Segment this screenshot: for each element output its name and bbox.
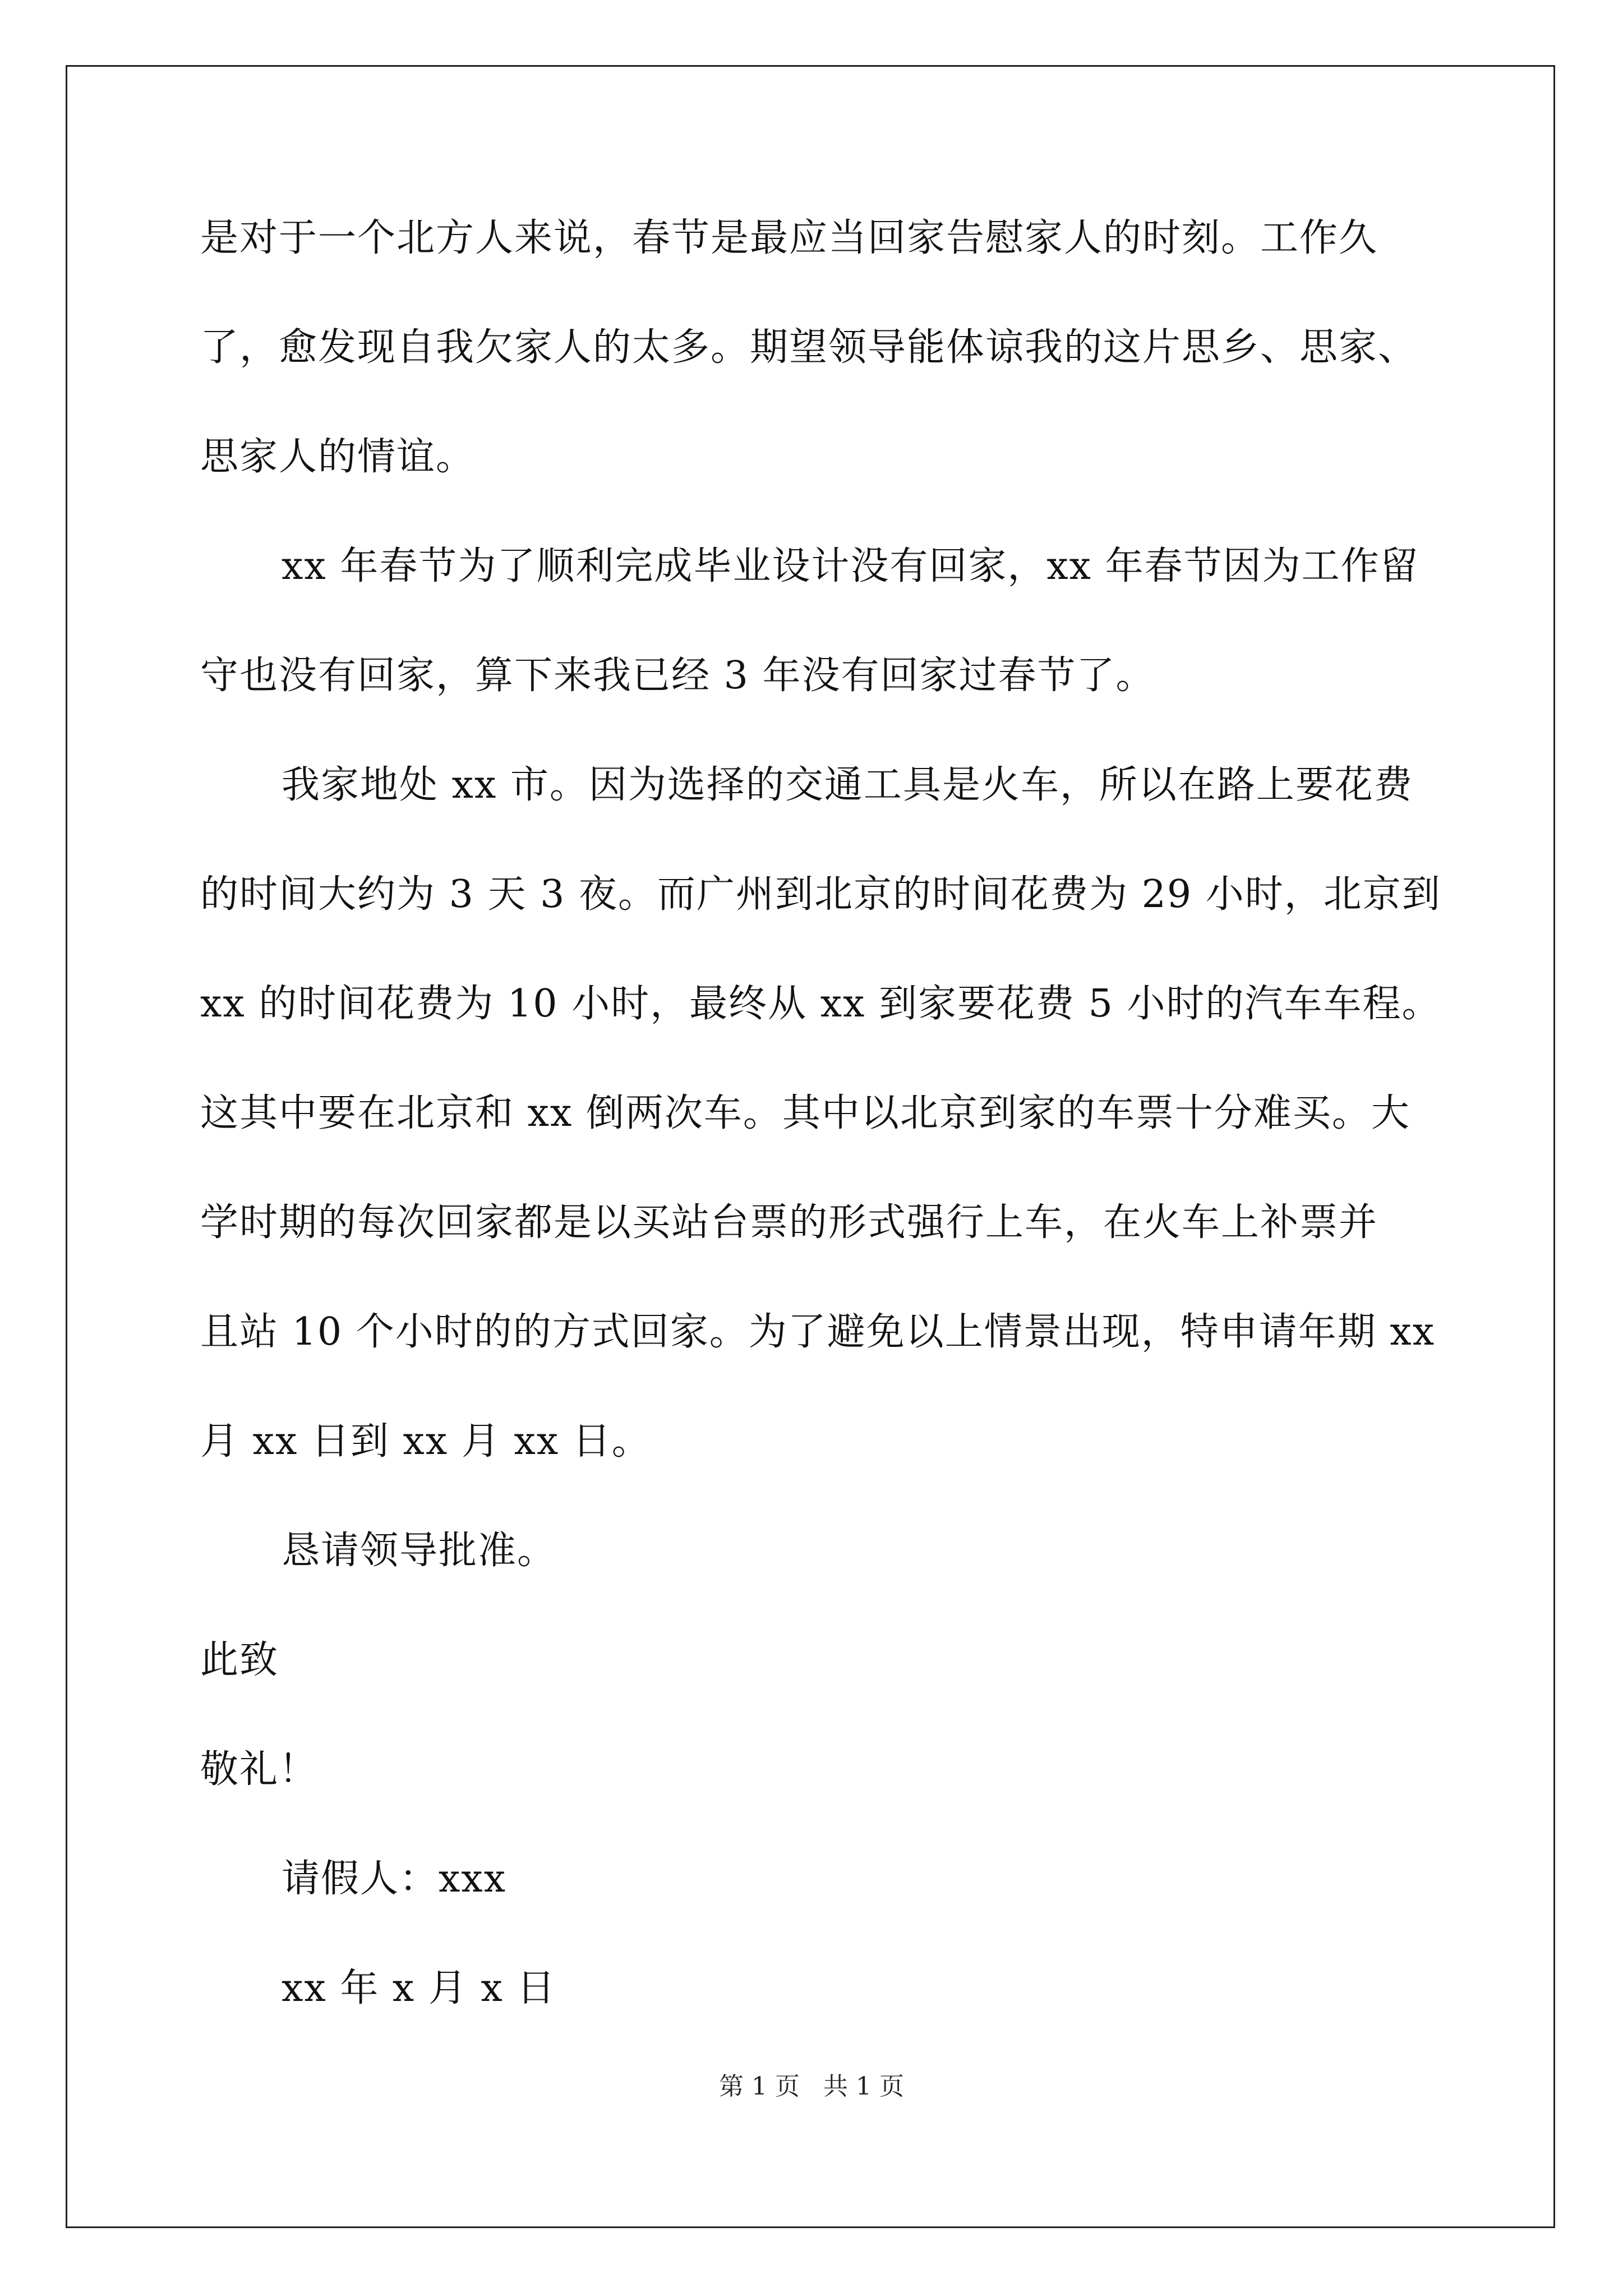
paragraph-line: 月 xx 日到 xx 月 xx 日。 xyxy=(200,1419,651,1464)
paragraph-line: 且站 10 个小时的的方式回家。为了避免以上情景出现，特申请年期 xx xyxy=(200,1310,1436,1354)
applicant-signature: 请假人：xxx xyxy=(282,1857,507,1901)
page-total: 共 1 页 xyxy=(823,2072,904,2101)
paragraph-line: xx 年春节为了顺利完成毕业设计没有回家，xx 年春节因为工作留 xyxy=(282,544,1419,588)
salutation-regards: 敬礼！ xyxy=(200,1747,319,1792)
date-line: xx 年 x 月 x 日 xyxy=(282,1966,556,2010)
salutation: 此致 xyxy=(200,1638,279,1682)
paragraph-line: 的时间大约为 3 天 3 夜。而广州到北京的时间花费为 29 小时，北京到 xyxy=(200,872,1441,917)
page-number: 第 1 页 xyxy=(719,2072,800,2101)
paragraph-line: 思家人的情谊。 xyxy=(200,435,476,479)
page-footer xyxy=(0,2070,1623,2104)
paragraph-line: 了，愈发现自我欠家人的太多。期望领导能体谅我的这片思乡、思家、 xyxy=(200,325,1418,370)
paragraph-line: 这其中要在北京和 xx 倒两次车。其中以北京到家的车票十分难买。大 xyxy=(200,1091,1410,1135)
closing-request: 恳请领导批准。 xyxy=(282,1529,557,1573)
paragraph-line: 我家地处 xx 市。因为选择的交通工具是火车，所以在路上要花费 xyxy=(282,763,1413,807)
paragraph-line: 是对于一个北方人来说，春节是最应当回家告慰家人的时刻。工作久 xyxy=(200,216,1378,260)
paragraph-line: 学时期的每次回家都是以买站台票的形式强行上车，在火车上补票并 xyxy=(200,1200,1378,1245)
paragraph-line: 守也没有回家，算下来我已经 3 年没有回家过春节了。 xyxy=(200,654,1155,698)
paragraph-line: xx 的时间花费为 10 小时，最终从 xx 到家要花费 5 小时的汽车车程。 xyxy=(200,982,1441,1026)
